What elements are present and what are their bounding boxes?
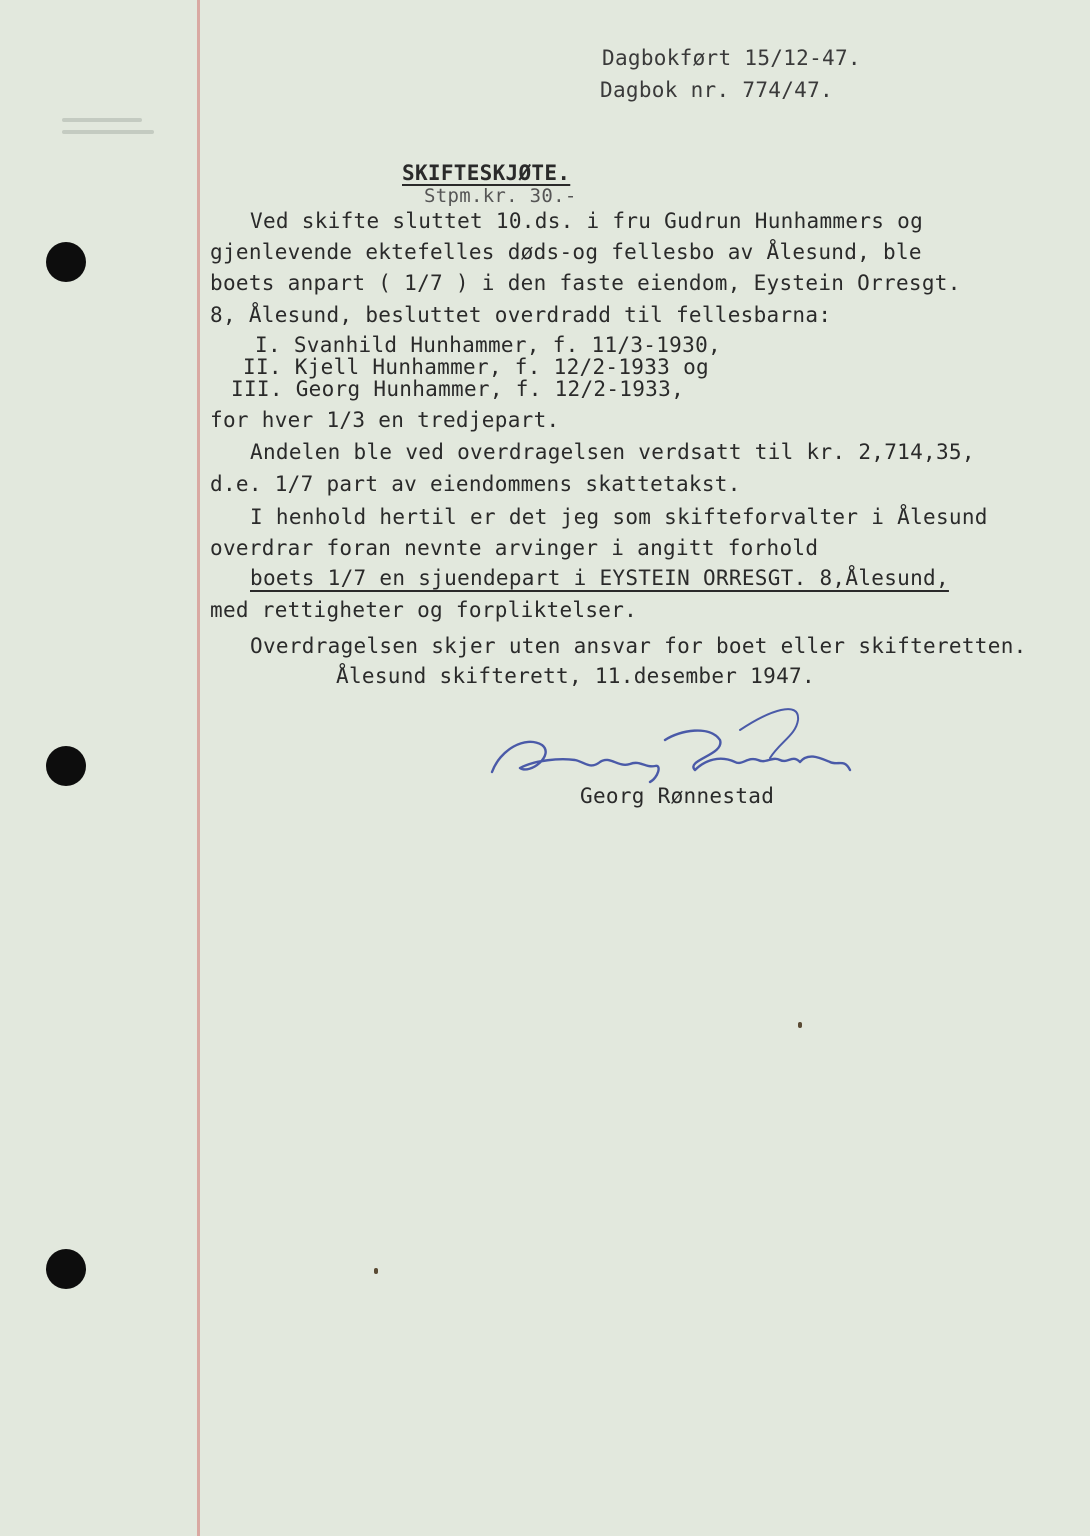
body-line-1: Ved skifte sluttet 10.ds. i fru Gudrun Hunhammers og: [250, 209, 924, 233]
body-line-2: gjenlevende ektefelles døds-og fellesbo av Ålesund, ble: [210, 240, 922, 264]
body-line-4: 8, Ålesund, besluttet overdradd til fellesbarna:: [210, 303, 832, 327]
heir-line-3: III. Georg Hunhammer, f. 12/2-1933,: [231, 377, 685, 401]
document-title: SKIFTESKJØTE.: [402, 161, 571, 185]
margin-rule: [197, 0, 200, 1536]
heir-line-1: I. Svanhild Hunhammer, f. 11/3-1930,: [255, 333, 721, 357]
paper-speck: [798, 1022, 802, 1028]
faint-margin-stamp: [62, 110, 162, 156]
body-line-9: overdrar foran nevnte arvinger i angitt forhold: [210, 536, 819, 560]
heir-line-2: II. Kjell Hunhammer, f. 12/2-1933 og: [243, 355, 709, 379]
body-line-3: boets anpart ( 1/7 ) i den faste eiendom, Eystein Orresgt.: [210, 271, 961, 295]
body-line-5: for hver 1/3 en tredjepart.: [210, 408, 560, 432]
body-line-11: med rettigheter og forpliktelser.: [210, 598, 638, 622]
paper-speck: [374, 1268, 378, 1274]
punch-hole-top: [46, 242, 86, 282]
fee-stamp: Stpm.kr. 30.-: [424, 185, 577, 207]
dagbokfort-line: Dagbokført 15/12-47.: [602, 46, 861, 70]
place-date-line: Ålesund skifterett, 11.desember 1947.: [336, 664, 815, 688]
punch-hole-bottom: [46, 1249, 86, 1289]
body-line-7: d.e. 1/7 part av eiendommens skattetakst.: [210, 472, 741, 496]
body-line-12: Overdragelsen skjer uten ansvar for boet eller skifteretten.: [250, 634, 1027, 658]
punch-hole-middle: [46, 746, 86, 786]
body-line-10-underlined: boets 1/7 en sjuendepart i EYSTEIN ORRESGT. 8,Ålesund,: [250, 566, 949, 590]
signer-name: Georg Rønnestad: [580, 784, 775, 808]
body-line-8: I henhold hertil er det jeg som skifteforvalter i Ålesund: [250, 505, 988, 529]
body-line-6: Andelen ble ved overdragelsen verdsatt til kr. 2,714,35,: [250, 440, 975, 464]
dagbok-number-line: Dagbok nr. 774/47.: [600, 78, 833, 102]
handwritten-signature: [480, 700, 860, 790]
